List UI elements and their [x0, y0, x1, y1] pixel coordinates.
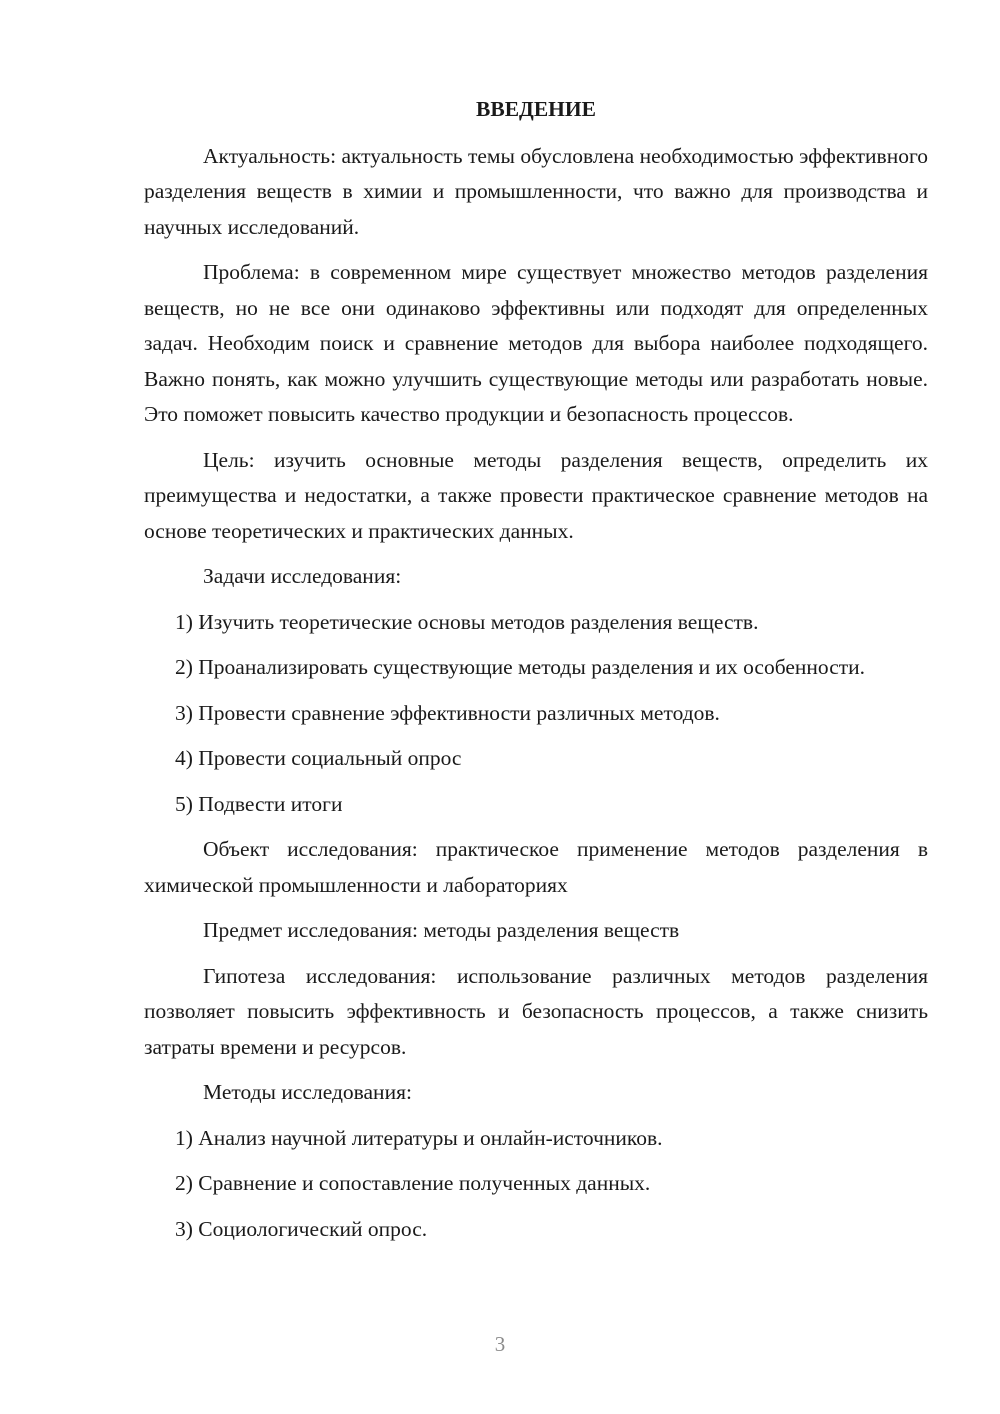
page-content — [144, 92, 928, 1257]
problem-paragraph: Проблема: в современном мире существует множество методов разделения веществ, но не все они одинаково эффективны или подходят для определенных задач. Необходим поиск и сравнение методов для выбора наиболее подходящего. Важно понять, как можно улучшить существующие методы или разработать новые. Это поможет повысить качество продукции и безопасность процессов. — [144, 260, 928, 426]
goal-paragraph: Цель: изучить основные методы разделения веществ, определить их преимущества и недостатки, а также провести практическое сравнение методов на основе теоретических и практических данных. — [144, 447, 928, 543]
page-title: ВВЕДЕНИЕ — [476, 97, 596, 121]
object-paragraph: Объект исследования: практическое применение методов разделения в химической промышленности и лабораториях — [144, 837, 928, 897]
method-item-1: 1) Анализ научной литературы и онлайн-источников. — [175, 1125, 663, 1150]
methods-heading: Методы исследования: — [203, 1080, 412, 1104]
task-item-2: 2) Проанализировать существующие методы разделения и их особенности. — [175, 655, 866, 679]
tasks-heading: Задачи исследования: — [203, 564, 402, 588]
task-item-3: 3) Провести сравнение эффективности различных методов. — [175, 700, 720, 725]
subject-paragraph: Предмет исследования: методы разделения веществ — [203, 918, 680, 942]
relevance-paragraph: Актуальность: актуальность темы обусловлена необходимостью эффективного разделения веществ в химии и промышленности, что важно для производства и научных исследований. — [144, 143, 928, 239]
task-item-1: 1) Изучить теоретические основы методов разделения веществ. — [175, 609, 759, 634]
page-number: 3 — [494, 1332, 506, 1356]
method-item-3: 3) Социологический опрос. — [175, 1216, 428, 1241]
task-item-5: 5) Подвести итоги — [175, 791, 343, 816]
hypothesis-paragraph: Гипотеза исследования: использование различных методов разделения позволяет повысить эффективность и безопасность процессов, а также снизить затраты времени и ресурсов. — [144, 963, 928, 1059]
method-item-2: 2) Сравнение и сопоставление полученных данных. — [175, 1171, 651, 1195]
task-item-4: 4) Провести социальный опрос — [175, 746, 462, 770]
